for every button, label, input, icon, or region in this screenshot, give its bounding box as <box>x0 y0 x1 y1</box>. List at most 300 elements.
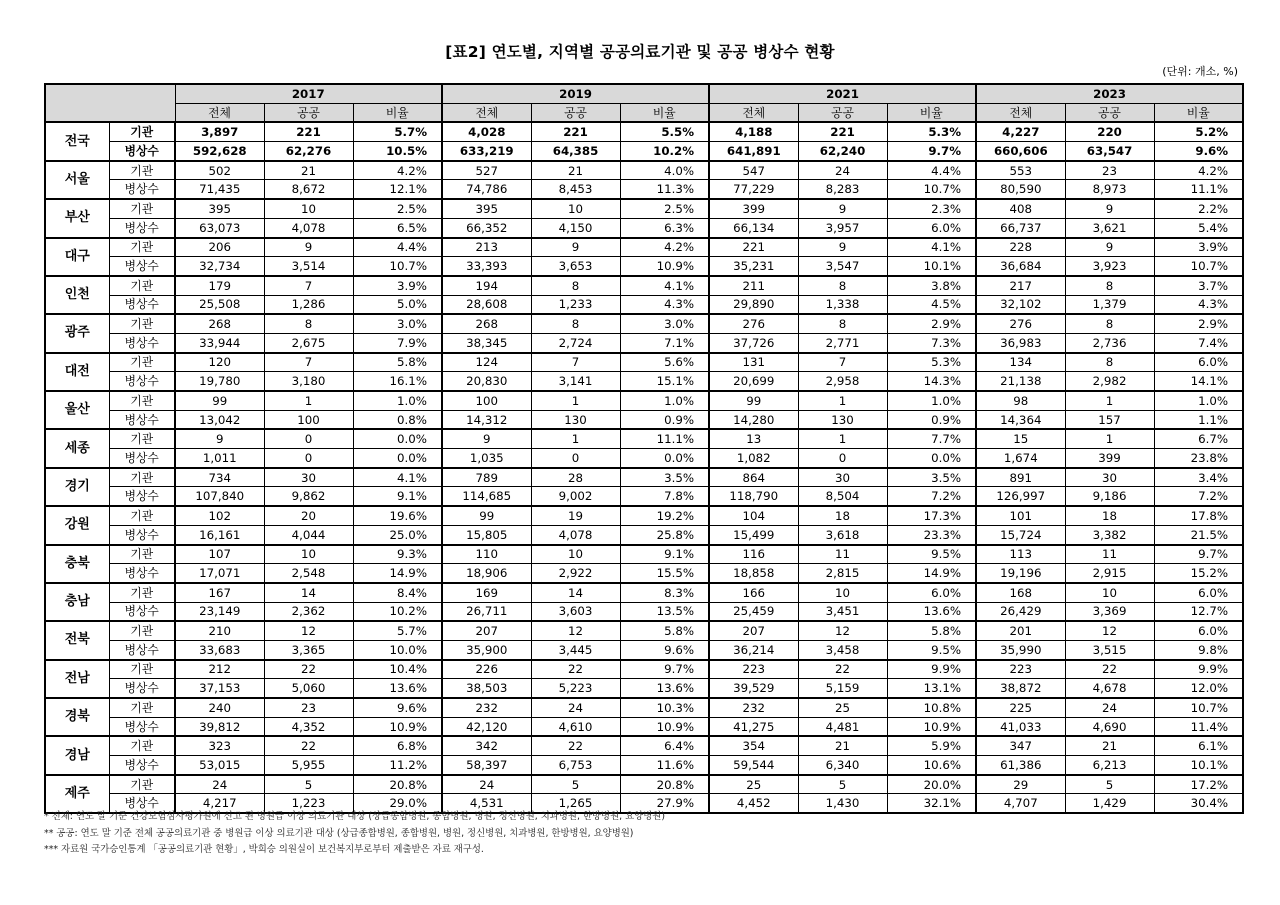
cell-public: 3,451 <box>798 602 887 621</box>
cell-total: 399 <box>709 199 798 218</box>
cell-ratio: 5.0% <box>353 295 442 314</box>
cell-total: 25,508 <box>175 295 264 314</box>
cell-public: 6,213 <box>1065 756 1154 775</box>
cell-public: 14 <box>531 583 620 602</box>
cell-total: 547 <box>709 161 798 180</box>
cell-ratio: 11.6% <box>620 756 709 775</box>
column-header: 공공 <box>264 103 353 122</box>
cell-public: 3,653 <box>531 257 620 276</box>
cell-public: 2,958 <box>798 372 887 391</box>
row-type-label: 병상수 <box>109 449 175 468</box>
cell-total: 20,830 <box>442 372 531 391</box>
cell-ratio: 0.0% <box>887 449 976 468</box>
cell-total: 26,429 <box>976 602 1065 621</box>
cell-total: 58,397 <box>442 756 531 775</box>
cell-total: 342 <box>442 736 531 755</box>
cell-total: 100 <box>442 391 531 410</box>
cell-public: 9,002 <box>531 487 620 506</box>
region-name: 부산 <box>45 199 109 237</box>
cell-public: 22 <box>264 660 353 679</box>
cell-public: 221 <box>531 122 620 141</box>
cell-ratio: 10.9% <box>620 257 709 276</box>
cell-ratio: 5.8% <box>887 621 976 640</box>
cell-ratio: 20.8% <box>620 775 709 794</box>
cell-ratio: 11.2% <box>353 756 442 775</box>
cell-ratio: 3.0% <box>353 314 442 333</box>
cell-public: 3,923 <box>1065 257 1154 276</box>
cell-total: 408 <box>976 199 1065 218</box>
cell-public: 20 <box>264 506 353 525</box>
table-row <box>45 717 1243 736</box>
year-header: 2023 <box>976 84 1243 103</box>
cell-ratio: 7.9% <box>353 333 442 352</box>
cell-public: 11 <box>798 545 887 564</box>
cell-public: 12 <box>531 621 620 640</box>
cell-ratio: 4.3% <box>1154 295 1243 314</box>
column-header: 전체 <box>442 103 531 122</box>
cell-public: 1,286 <box>264 295 353 314</box>
row-type-label: 병상수 <box>109 564 175 583</box>
cell-ratio: 19.6% <box>353 506 442 525</box>
column-header: 전체 <box>709 103 798 122</box>
cell-ratio: 1.0% <box>620 391 709 410</box>
region-name: 강원 <box>45 506 109 544</box>
table-row <box>45 660 1243 679</box>
cell-total: 42,120 <box>442 717 531 736</box>
cell-public: 4,481 <box>798 717 887 736</box>
cell-ratio: 5.8% <box>353 353 442 372</box>
cell-total: 41,033 <box>976 717 1065 736</box>
row-type-label: 기관 <box>109 429 175 448</box>
row-type-label: 기관 <box>109 276 175 295</box>
cell-total: 134 <box>976 353 1065 372</box>
cell-total: 9 <box>175 429 264 448</box>
cell-total: 9 <box>442 429 531 448</box>
cell-ratio: 14.3% <box>887 372 976 391</box>
cell-total: 80,590 <box>976 180 1065 199</box>
cell-total: 15 <box>976 429 1065 448</box>
cell-total: 1,674 <box>976 449 1065 468</box>
cell-public: 22 <box>531 660 620 679</box>
cell-total: 891 <box>976 468 1065 487</box>
table-row <box>45 602 1243 621</box>
cell-public: 3,618 <box>798 525 887 544</box>
row-type-label: 기관 <box>109 353 175 372</box>
year-header: 2017 <box>175 84 442 103</box>
footnotes <box>44 809 665 859</box>
cell-ratio: 1.0% <box>353 391 442 410</box>
region-name: 제주 <box>45 775 109 813</box>
cell-total: 166 <box>709 583 798 602</box>
cell-public: 0 <box>264 449 353 468</box>
table-row <box>45 295 1243 314</box>
cell-ratio: 10.5% <box>353 142 442 161</box>
cell-public: 2,724 <box>531 333 620 352</box>
table-row <box>45 621 1243 640</box>
cell-total: 107,840 <box>175 487 264 506</box>
cell-total: 32,734 <box>175 257 264 276</box>
cell-total: 37,726 <box>709 333 798 352</box>
year-header-row <box>45 84 1243 103</box>
cell-public: 24 <box>531 698 620 717</box>
cell-total: 4,188 <box>709 122 798 141</box>
cell-ratio: 6.0% <box>887 218 976 237</box>
cell-ratio: 10.1% <box>887 257 976 276</box>
row-type-label: 병상수 <box>109 295 175 314</box>
table-row <box>45 506 1243 525</box>
cell-total: 217 <box>976 276 1065 295</box>
cell-total: 63,073 <box>175 218 264 237</box>
row-type-label: 병상수 <box>109 640 175 659</box>
row-type-label: 병상수 <box>109 142 175 161</box>
cell-public: 1 <box>1065 391 1154 410</box>
cell-public: 10 <box>798 583 887 602</box>
cell-ratio: 4.2% <box>1154 161 1243 180</box>
row-type-label: 병상수 <box>109 525 175 544</box>
cell-public: 12 <box>798 621 887 640</box>
cell-total: 38,503 <box>442 679 531 698</box>
table-row <box>45 487 1243 506</box>
cell-ratio: 14.9% <box>887 564 976 583</box>
row-type-label: 병상수 <box>109 410 175 429</box>
cell-ratio: 2.5% <box>353 199 442 218</box>
cell-ratio: 0.9% <box>887 410 976 429</box>
cell-public: 3,621 <box>1065 218 1154 237</box>
cell-ratio: 8.4% <box>353 583 442 602</box>
cell-public: 9 <box>798 238 887 257</box>
cell-public: 100 <box>264 410 353 429</box>
cell-public: 22 <box>264 736 353 755</box>
cell-total: 17,071 <box>175 564 264 583</box>
region-name: 경기 <box>45 468 109 506</box>
cell-total: 33,393 <box>442 257 531 276</box>
table-row <box>45 314 1243 333</box>
cell-public: 4,078 <box>264 218 353 237</box>
cell-total: 53,015 <box>175 756 264 775</box>
cell-public: 24 <box>1065 698 1154 717</box>
region-name: 광주 <box>45 314 109 352</box>
cell-public: 1,338 <box>798 295 887 314</box>
cell-public: 1,430 <box>798 794 887 813</box>
row-type-label: 기관 <box>109 122 175 141</box>
cell-public: 1 <box>798 391 887 410</box>
region-name: 전북 <box>45 621 109 659</box>
cell-ratio: 3.9% <box>353 276 442 295</box>
cell-ratio: 30.4% <box>1154 794 1243 813</box>
cell-ratio: 11.3% <box>620 180 709 199</box>
cell-ratio: 4.1% <box>887 238 976 257</box>
cell-total: 98 <box>976 391 1065 410</box>
cell-total: 240 <box>175 698 264 717</box>
cell-public: 1,429 <box>1065 794 1154 813</box>
cell-public: 5 <box>531 775 620 794</box>
region-name: 충남 <box>45 583 109 621</box>
cell-total: 734 <box>175 468 264 487</box>
cell-ratio: 4.2% <box>620 238 709 257</box>
cell-total: 323 <box>175 736 264 755</box>
cell-ratio: 14.9% <box>353 564 442 583</box>
cell-total: 864 <box>709 468 798 487</box>
cell-total: 39,812 <box>175 717 264 736</box>
cell-total: 19,196 <box>976 564 1065 583</box>
cell-public: 3,445 <box>531 640 620 659</box>
cell-ratio: 6.3% <box>620 218 709 237</box>
cell-public: 23 <box>264 698 353 717</box>
cell-ratio: 9.9% <box>887 660 976 679</box>
cell-public: 4,150 <box>531 218 620 237</box>
cell-public: 4,044 <box>264 525 353 544</box>
cell-ratio: 16.1% <box>353 372 442 391</box>
row-type-label: 기관 <box>109 545 175 564</box>
cell-total: 102 <box>175 506 264 525</box>
table-row <box>45 372 1243 391</box>
cell-ratio: 10.7% <box>1154 257 1243 276</box>
cell-total: 226 <box>442 660 531 679</box>
cell-public: 9 <box>531 238 620 257</box>
cell-public: 21 <box>798 736 887 755</box>
cell-ratio: 9.6% <box>1154 142 1243 161</box>
cell-public: 10 <box>264 545 353 564</box>
table-row <box>45 775 1243 794</box>
cell-ratio: 9.7% <box>1154 545 1243 564</box>
cell-ratio: 12.7% <box>1154 602 1243 621</box>
hospital-table <box>44 83 1244 814</box>
cell-total: 225 <box>976 698 1065 717</box>
cell-ratio: 3.0% <box>620 314 709 333</box>
cell-total: 66,737 <box>976 218 1065 237</box>
row-type-label: 병상수 <box>109 679 175 698</box>
table-row <box>45 756 1243 775</box>
cell-ratio: 9.5% <box>887 545 976 564</box>
row-type-label: 기관 <box>109 660 175 679</box>
column-header: 공공 <box>1065 103 1154 122</box>
subheader-row <box>45 103 1243 122</box>
cell-public: 0 <box>798 449 887 468</box>
cell-ratio: 0.0% <box>353 449 442 468</box>
cell-total: 395 <box>175 199 264 218</box>
column-header: 공공 <box>531 103 620 122</box>
row-type-label: 병상수 <box>109 372 175 391</box>
cell-ratio: 7.1% <box>620 333 709 352</box>
column-header: 공공 <box>798 103 887 122</box>
cell-ratio: 5.5% <box>620 122 709 141</box>
cell-public: 62,240 <box>798 142 887 161</box>
cell-ratio: 5.7% <box>353 122 442 141</box>
column-header: 비율 <box>353 103 442 122</box>
table-row <box>45 276 1243 295</box>
row-type-label: 병상수 <box>109 218 175 237</box>
cell-ratio: 13.1% <box>887 679 976 698</box>
cell-public: 5,159 <box>798 679 887 698</box>
cell-ratio: 10.2% <box>353 602 442 621</box>
cell-total: 32,102 <box>976 295 1065 314</box>
cell-total: 20,699 <box>709 372 798 391</box>
cell-ratio: 4.2% <box>353 161 442 180</box>
cell-public: 2,922 <box>531 564 620 583</box>
cell-ratio: 4.1% <box>353 468 442 487</box>
cell-ratio: 7.7% <box>887 429 976 448</box>
cell-ratio: 23.8% <box>1154 449 1243 468</box>
cell-public: 22 <box>1065 660 1154 679</box>
cell-total: 99 <box>442 506 531 525</box>
year-header: 2019 <box>442 84 709 103</box>
region-name: 전남 <box>45 660 109 698</box>
table-row <box>45 525 1243 544</box>
region-name: 대구 <box>45 238 109 276</box>
cell-total: 37,153 <box>175 679 264 698</box>
cell-public: 21 <box>264 161 353 180</box>
cell-ratio: 2.3% <box>887 199 976 218</box>
cell-ratio: 4.1% <box>620 276 709 295</box>
region-name: 전국 <box>45 122 109 160</box>
cell-total: 114,685 <box>442 487 531 506</box>
cell-ratio: 14.1% <box>1154 372 1243 391</box>
cell-public: 14 <box>264 583 353 602</box>
cell-total: 66,134 <box>709 218 798 237</box>
cell-ratio: 10.9% <box>353 717 442 736</box>
cell-ratio: 4.4% <box>887 161 976 180</box>
cell-public: 7 <box>264 353 353 372</box>
cell-ratio: 4.4% <box>353 238 442 257</box>
cell-total: 66,352 <box>442 218 531 237</box>
cell-ratio: 9.7% <box>620 660 709 679</box>
cell-total: 74,786 <box>442 180 531 199</box>
cell-ratio: 25.0% <box>353 525 442 544</box>
table-row <box>45 180 1243 199</box>
cell-total: 110 <box>442 545 531 564</box>
table-row <box>45 583 1243 602</box>
cell-ratio: 2.9% <box>887 314 976 333</box>
cell-ratio: 5.9% <box>887 736 976 755</box>
footnote: * 전체: 연도 말 기준 건강보험심사평가원에 신고 된 병원급 이상 의료기관 대상 (상급종합병원, 종합병원, 병원, 정신병원, 치과병원, 한방병원, 요양병원) <box>44 811 666 822</box>
row-type-label: 병상수 <box>109 487 175 506</box>
cell-ratio: 7.2% <box>1154 487 1243 506</box>
cell-total: 124 <box>442 353 531 372</box>
table-row <box>45 545 1243 564</box>
cell-public: 1,265 <box>531 794 620 813</box>
cell-public: 0 <box>264 429 353 448</box>
cell-public: 1,233 <box>531 295 620 314</box>
cell-ratio: 4.3% <box>620 295 709 314</box>
row-type-label: 기관 <box>109 736 175 755</box>
cell-ratio: 27.9% <box>620 794 709 813</box>
row-type-label: 기관 <box>109 391 175 410</box>
table-row <box>45 736 1243 755</box>
cell-ratio: 20.8% <box>353 775 442 794</box>
table-row <box>45 429 1243 448</box>
cell-ratio: 3.7% <box>1154 276 1243 295</box>
row-type-label: 기관 <box>109 161 175 180</box>
cell-total: 26,711 <box>442 602 531 621</box>
cell-ratio: 7.2% <box>887 487 976 506</box>
cell-ratio: 17.8% <box>1154 506 1243 525</box>
cell-ratio: 10.1% <box>1154 756 1243 775</box>
cell-total: 4,707 <box>976 794 1065 813</box>
table-row <box>45 449 1243 468</box>
cell-public: 2,736 <box>1065 333 1154 352</box>
cell-total: 4,028 <box>442 122 531 141</box>
cell-public: 8,453 <box>531 180 620 199</box>
cell-ratio: 10.9% <box>620 717 709 736</box>
cell-public: 130 <box>798 410 887 429</box>
row-type-label: 병상수 <box>109 602 175 621</box>
cell-ratio: 13.6% <box>620 679 709 698</box>
cell-public: 6,753 <box>531 756 620 775</box>
cell-public: 10 <box>531 199 620 218</box>
cell-total: 268 <box>175 314 264 333</box>
cell-public: 10 <box>264 199 353 218</box>
cell-total: 36,214 <box>709 640 798 659</box>
cell-ratio: 9.6% <box>620 640 709 659</box>
cell-public: 9 <box>264 238 353 257</box>
cell-ratio: 10.8% <box>887 698 976 717</box>
cell-ratio: 21.5% <box>1154 525 1243 544</box>
cell-total: 15,805 <box>442 525 531 544</box>
cell-total: 221 <box>709 238 798 257</box>
cell-total: 29,890 <box>709 295 798 314</box>
cell-public: 30 <box>264 468 353 487</box>
cell-total: 633,219 <box>442 142 531 161</box>
cell-total: 41,275 <box>709 717 798 736</box>
cell-ratio: 5.2% <box>1154 122 1243 141</box>
cell-ratio: 2.9% <box>1154 314 1243 333</box>
cell-public: 3,180 <box>264 372 353 391</box>
column-header: 전체 <box>976 103 1065 122</box>
cell-total: 212 <box>175 660 264 679</box>
year-header: 2021 <box>709 84 976 103</box>
cell-total: 207 <box>442 621 531 640</box>
cell-public: 10 <box>531 545 620 564</box>
cell-public: 8,504 <box>798 487 887 506</box>
cell-public: 399 <box>1065 449 1154 468</box>
cell-total: 29 <box>976 775 1065 794</box>
cell-total: 25 <box>709 775 798 794</box>
cell-total: 1,035 <box>442 449 531 468</box>
cell-ratio: 10.9% <box>887 717 976 736</box>
cell-ratio: 15.1% <box>620 372 709 391</box>
cell-total: 354 <box>709 736 798 755</box>
region-name: 경남 <box>45 736 109 774</box>
cell-total: 167 <box>175 583 264 602</box>
cell-public: 157 <box>1065 410 1154 429</box>
cell-ratio: 10.2% <box>620 142 709 161</box>
row-type-label: 기관 <box>109 698 175 717</box>
cell-public: 9,186 <box>1065 487 1154 506</box>
cell-ratio: 5.3% <box>887 122 976 141</box>
cell-total: 21,138 <box>976 372 1065 391</box>
cell-ratio: 5.6% <box>620 353 709 372</box>
cell-total: 28,608 <box>442 295 531 314</box>
cell-total: 213 <box>442 238 531 257</box>
cell-total: 35,900 <box>442 640 531 659</box>
cell-public: 8,283 <box>798 180 887 199</box>
cell-public: 2,548 <box>264 564 353 583</box>
cell-public: 19 <box>531 506 620 525</box>
cell-total: 276 <box>976 314 1065 333</box>
table-row <box>45 679 1243 698</box>
cell-public: 8 <box>531 314 620 333</box>
cell-total: 211 <box>709 276 798 295</box>
cell-public: 8 <box>1065 353 1154 372</box>
row-type-label: 기관 <box>109 314 175 333</box>
cell-ratio: 11.4% <box>1154 717 1243 736</box>
cell-total: 116 <box>709 545 798 564</box>
table-row <box>45 468 1243 487</box>
cell-public: 130 <box>531 410 620 429</box>
cell-public: 21 <box>531 161 620 180</box>
cell-ratio: 6.8% <box>353 736 442 755</box>
cell-total: 113 <box>976 545 1065 564</box>
